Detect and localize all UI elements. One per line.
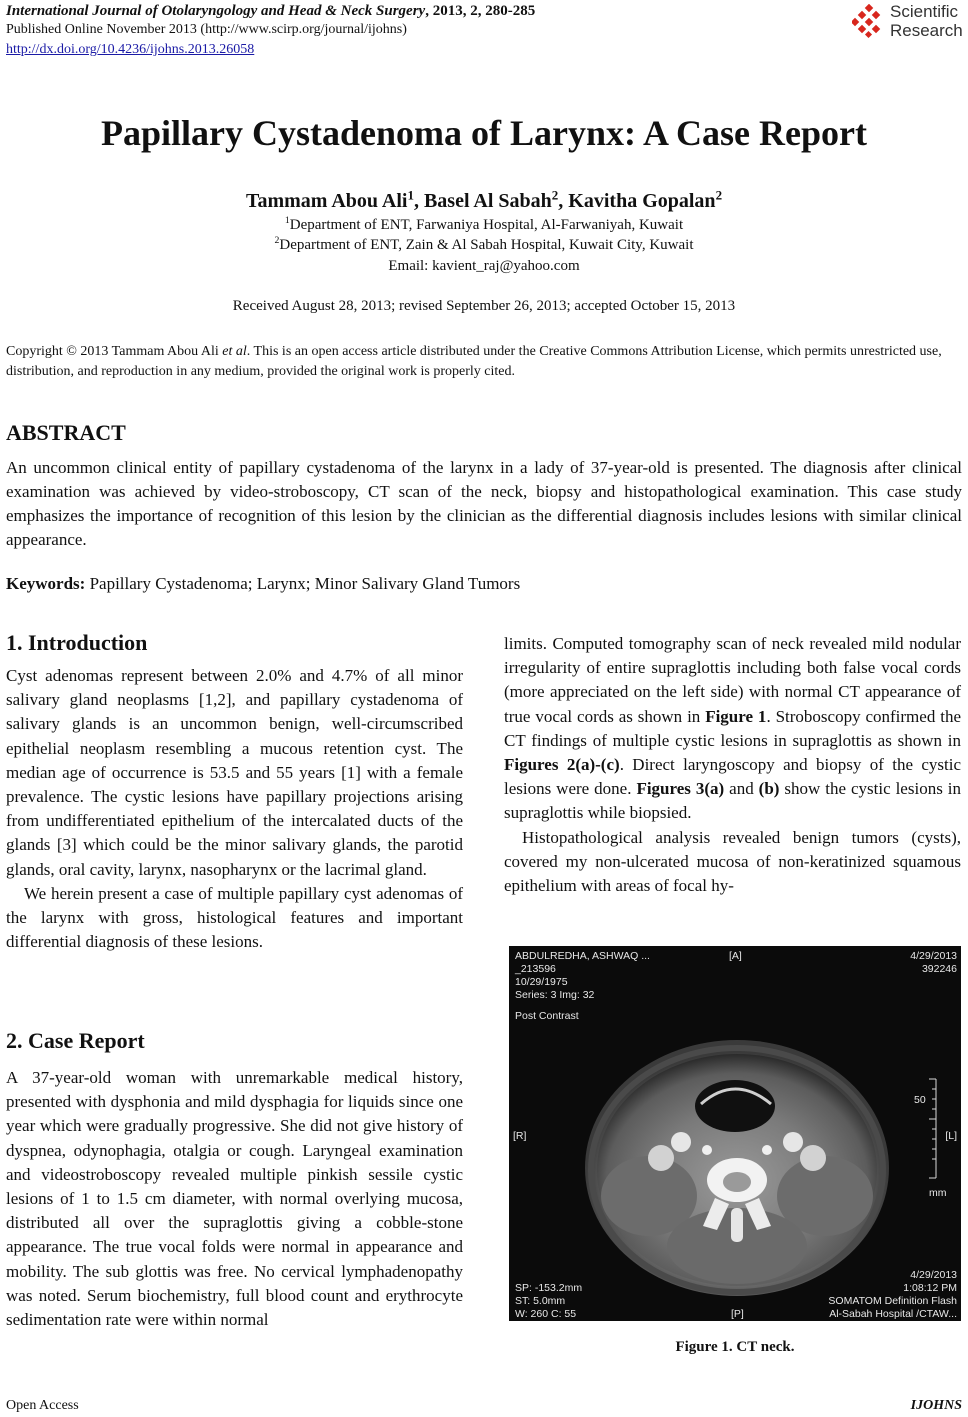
- right-column-text: [504, 632, 961, 898]
- published-line: Published Online November 2013 (http://www.scirp.org/journal/ijohns): [6, 22, 407, 37]
- text-run: and: [724, 779, 759, 799]
- figure-ref-3b[interactable]: (b): [758, 779, 780, 799]
- received-dates: Received August 28, 2013; revised September 26, 2013; accepted October 15, 2013: [232, 298, 736, 314]
- ct-number-top: 392246: [921, 963, 957, 975]
- logo-line-1: Scientific: [890, 2, 959, 21]
- copyright-notice: [6, 342, 962, 382]
- copyright-etal: et al: [222, 344, 247, 359]
- ct-scale-mm: mm: [929, 1187, 947, 1199]
- section-heading-intro: 1. Introduction: [6, 630, 148, 655]
- ct-date-top: 4/29/2013: [910, 950, 957, 962]
- author-name: Basel Al Sabah: [423, 190, 552, 212]
- text-run: limits. Computed tomography scan of neck revealed mild nodular irregularity of entire supraglottis including both false vocal cords (more appreciated on the left side) with normal CT appearance of true vocal cords as shown in: [504, 634, 961, 726]
- case-paragraph-1: A 37-year-old woman with unremarkable medical history, presented with dysphonia and mild dysphagia for liquids since one year which were gradually progressive. She did not give history of dyspnea, odynophagia, otalgia or cough. Laryngeal examination and videostroboscopy revealed multiple pinkish sessile cystic lesions of 1 to 1.5 cm diameter, with normal overlying mucosa, distributed all over the supraglottis giving a cobble-stone appearance. The true vocal folds were normal in appearance and mobility. The sub glottis was free. No cervical lymphadenopathy was noted. Serum biochemistry, full blood count and erythrocyte sedimentation rate were within normal: [6, 1068, 463, 1330]
- ct-scan-image: [509, 946, 961, 1321]
- ct-series: Series: 3 Img: 32: [515, 989, 595, 1001]
- author-name: Kavitha Gopalan: [568, 190, 716, 212]
- intro-body: [6, 664, 463, 954]
- figure-ref-1[interactable]: Figure 1: [705, 706, 767, 726]
- case-body: [6, 1066, 463, 1332]
- copyright-pre: Copyright © 2013 Tammam Abou Ali: [6, 344, 223, 359]
- keywords-text: Papillary Cystadenoma; Larynx; Minor Salivary Gland Tumors: [85, 574, 521, 593]
- abstract-text: An uncommon clinical entity of papillary cystadenoma of the larynx in a lady of 37-year-old is presented. The diagnosis after clinical examination was achieved by video-stroboscopy, CT scan of the neck, biopsy and histopathological examination. This case study emphasizes the importance of recognition of this lesion by the clinician as the differential diagnosis includes lesions with similar clinical appearance.: [6, 458, 962, 549]
- figure-ref-2[interactable]: Figures 2(a)-(c): [504, 755, 620, 775]
- affiliation-text: Department of ENT, Farwaniya Hospital, Al-Farwaniyah, Kuwait: [289, 217, 684, 233]
- footer-journal-abbrev: IJOHNS: [910, 1398, 962, 1413]
- ct-marker-left: [L]: [945, 1130, 957, 1142]
- ct-device: SOMATOM Definition Flash: [828, 1295, 957, 1307]
- journal-name: International Journal of Otolaryngology and Head & Neck Surgery: [6, 3, 426, 19]
- ct-time-bottom: 1:08:12 PM: [903, 1282, 957, 1294]
- ct-dob: 10/29/1975: [515, 976, 568, 988]
- copyright-post: . This is an open access article distributed under the Creative Commons Attribution License, which permits unrestricted use, distribution, and reproduction in any medium, provided the original work is properly cited.: [6, 344, 942, 379]
- footer-open-access: Open Access: [6, 1398, 79, 1413]
- logo-mark-icon: [852, 4, 886, 38]
- author-sup: 2: [715, 187, 723, 203]
- ct-date-bottom: 4/29/2013: [910, 1269, 957, 1281]
- ct-patient-name: ABDULREDHA, ASHWAQ ...: [515, 950, 650, 962]
- text-run: show the cystic lesions in supraglottis while biopsied.: [504, 779, 961, 823]
- keywords-label: Keywords:: [6, 574, 86, 593]
- ct-contrast: Post Contrast: [515, 1010, 579, 1022]
- affiliation-2: [0, 237, 968, 254]
- ct-hospital: Al-Sabah Hospital /CTAW...: [829, 1308, 957, 1320]
- journal-volume: , 2013, 2, 280-285: [425, 3, 536, 19]
- figure-ref-3a[interactable]: Figures 3(a): [636, 779, 725, 799]
- intro-paragraph-1: Cyst adenomas represent between 2.0% and 4.7% of all minor salivary gland neoplasms [1,2], and papillary cystadenoma of salivary glands is an uncommon benign, well-circumscribed epithelial neoplasm resembling a mucous retention cyst. The median age of occurrence is 53.5 and 55 years [1] with a female prevalence. The cystic lesions have papillary projections arising from undifferentiated epithelium of the intercalated ducts of the glands [3] which could be the minor salivary glands, the parotid glands, oral cavity, larynx, nasopharynx or the lacrimal gland.: [6, 666, 463, 879]
- figure-caption: Figure 1. CT neck.: [675, 1339, 795, 1355]
- case-paragraph-2: [504, 632, 961, 826]
- doi-link[interactable]: http://dx.doi.org/10.4236/ijohns.2013.26058: [6, 42, 255, 57]
- email-line: Email: kavient_raj@yahoo.com: [388, 258, 580, 274]
- logo-text: [890, 2, 963, 40]
- author-name: Tammam Abou Ali: [245, 190, 408, 212]
- paper-title: Papillary Cystadenoma of Larynx: A Case Report: [101, 113, 867, 153]
- keywords-line: [6, 574, 520, 594]
- affiliation-sup: 2: [274, 235, 280, 246]
- intro-paragraph-2: We herein present a case of multiple papillary cyst adenomas of the larynx with gross, histological features and important differential diagnosis of these lesions.: [6, 883, 463, 952]
- publisher-logo: [852, 2, 966, 42]
- section-heading-case: 2. Case Report: [6, 1028, 145, 1053]
- ct-patient-id: _213596: [515, 963, 556, 975]
- text-run: . Direct laryngoscopy and biopsy of the cystic lesions were done.: [504, 755, 961, 799]
- author-list: Tammam Abou Ali$^1$, Basel Al Sabah$^2$, Kavitha Gopalan$^2$: [245, 187, 723, 212]
- journal-header: [6, 3, 535, 20]
- histopathology-paragraph: Histopathological analysis revealed benign tumors (cysts), covered my non-ulcerated mucosa of non-keratinized squamous epithelium with areas of focal hy-: [504, 827, 961, 896]
- text-run: . Stroboscopy confirmed the CT findings of multiple cystic lesions in supraglottis as shown in: [504, 706, 961, 750]
- abstract-heading: ABSTRACT: [6, 420, 126, 445]
- ct-marker-posterior: [P]: [731, 1308, 744, 1320]
- ct-marker-anterior: [A]: [729, 950, 742, 962]
- ct-st: ST: 5.0mm: [515, 1295, 566, 1307]
- ct-marker-right: [R]: [513, 1130, 527, 1142]
- author-sup: 1: [407, 187, 414, 203]
- affiliation-text: Department of ENT, Zain & Al Sabah Hospital, Kuwait City, Kuwait: [279, 237, 694, 253]
- logo-line-2: Research: [890, 21, 963, 40]
- ct-window: W: 260 C: 55: [515, 1308, 577, 1320]
- ct-scan-figure: [509, 946, 961, 1321]
- affiliation-1: [0, 217, 968, 234]
- affiliation-sup: 1: [284, 215, 290, 226]
- ct-scale-50: 50: [914, 1094, 926, 1106]
- ct-sp: SP: -153.2mm: [515, 1282, 583, 1294]
- author-sup: 2: [551, 187, 559, 203]
